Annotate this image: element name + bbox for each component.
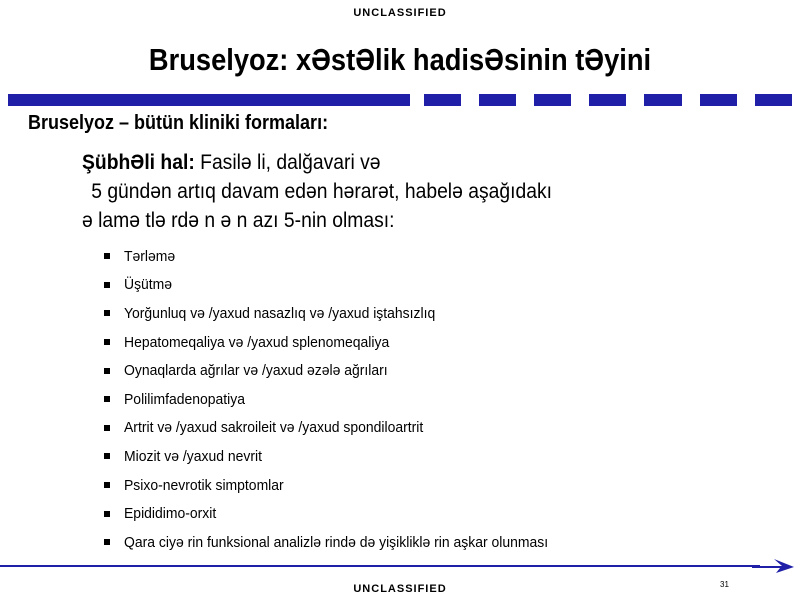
title-divider-bar [8,94,792,106]
suspect-line-3: ə lamə tlə rdə n ə n azı 5-nin olması: [82,209,395,232]
suspect-line-2: 5 gündən artıq davam edən hərarət, habelə aşağıdakı [91,180,553,203]
bullet-icon [104,368,110,374]
bullet-icon [104,482,110,488]
list-item: Qara ciyə rin funksional analizlə rində də yişikliklə rin aşkar olunması [104,528,580,557]
bullet-icon [104,425,110,431]
bullet-icon [104,511,110,517]
bullet-icon [104,310,110,316]
bullet-icon [104,539,110,545]
list-item: Epididimo-orxit [104,499,580,528]
list-item: Oynaqlarda ağrılar və /yaxud əzələ ağrıları [104,356,580,385]
list-item: Yorğunluq və /yaxud nasazlıq və /yaxud iştahsızlıq [104,299,580,328]
suspect-line-1: Fasilə li, dalğavari və [194,151,381,174]
bullet-icon [104,339,110,345]
arrow-icon [752,555,794,575]
list-item: Psixo-nevrotik simptomlar [104,471,580,500]
page-number: 31 [720,580,729,589]
list-item: Üşütmə [104,271,580,300]
list-item: Artrit və /yaxud sakroileit və /yaxud spondiloartrit [104,414,580,443]
symptom-list [104,242,580,557]
section-heading: Bruselyoz – bütün kliniki formaları: [28,112,329,134]
list-item: Tərləmə [104,242,580,271]
classification-banner-bottom: UNCLASSIFIED [353,583,447,595]
suspect-case-definition [82,148,726,235]
slide-title: Bruselyoz: xƏstƏlik hadisƏsinin tƏyini [148,42,652,77]
list-item: Hepatomeqaliya və /yaxud splenomeqaliya [104,328,580,357]
footer-divider-line [0,565,760,567]
list-item: Miozit və /yaxud nevrit [104,442,580,471]
suspect-label: ŞübhƏli hal: [82,151,195,174]
bullet-icon [104,282,110,288]
bullet-icon [104,253,110,259]
bullet-icon [104,396,110,402]
list-item: Polilimfadenopatiya [104,385,580,414]
bullet-icon [104,453,110,459]
classification-banner-top: UNCLASSIFIED [353,7,447,19]
